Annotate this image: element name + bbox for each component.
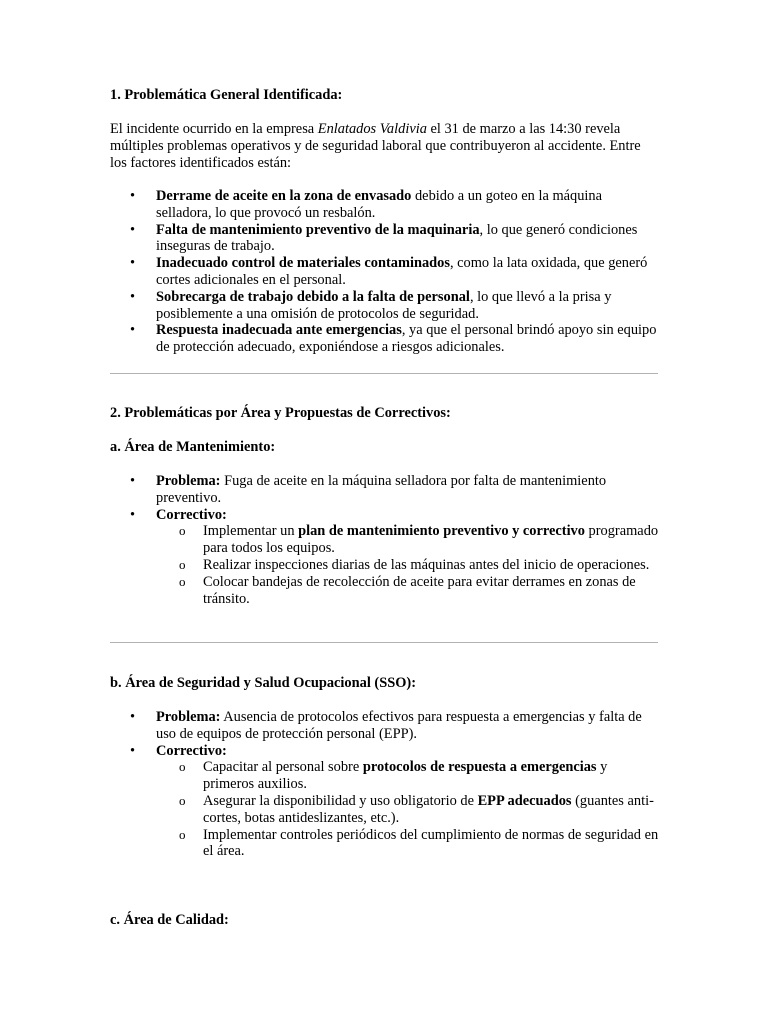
bullet-icon: •: [130, 188, 136, 204]
sub-list-item: o Realizar inspecciones diarias de las máquinas antes del inicio de operaciones.: [179, 556, 650, 573]
sub-list-item: o Implementar un plan de mantenimiento preventivo y correctivo programado para todos los equipos.: [179, 523, 659, 557]
section-1-heading: 1. Problemática General Identificada:: [110, 87, 343, 103]
circle-bullet-icon: o: [179, 792, 186, 808]
area-a-heading: a. Área de Mantenimiento:: [110, 439, 276, 455]
sub-list-item: o Asegurar la disponibilidad y uso obligatorio de EPP adecuados (guantes anti-cortes, botas antideslizantes, etc.).: [179, 792, 654, 826]
bullet-icon: •: [130, 473, 136, 489]
sub-list-item: o Capacitar al personal sobre protocolos de respuesta a emergencias y primeros auxilios.: [179, 759, 608, 793]
list-item: • Falta de mantenimiento preventivo de la maquinaria, lo que generó condiciones inseguras de trabajo.: [130, 221, 638, 255]
area-b-list: [110, 709, 660, 860]
bullet-icon: •: [130, 221, 136, 238]
circle-bullet-icon: o: [179, 826, 186, 842]
bullet-icon: •: [130, 288, 136, 305]
area-c-heading: c. Área de Calidad:: [110, 912, 229, 928]
circle-bullet-icon: o: [179, 523, 186, 539]
bullet-icon: •: [130, 709, 136, 725]
list-item: • Problema: Ausencia de protocolos efectivos para respuesta a emergencias y falta de uso de equipos de protección personal (EPP).: [130, 709, 642, 742]
list-item: • Problema: Fuga de aceite en la máquina selladora por falta de mantenimiento preventivo.: [130, 473, 607, 506]
factors-list: [110, 188, 660, 356]
bullet-icon: •: [130, 255, 136, 272]
list-item: • Respuesta inadecuada ante emergencias, ya que el personal brindó apoyo sin equipo de protección adecuado, exponiéndose a riesgos adicionales.: [130, 322, 657, 356]
intro-text-a: El incidente ocurrido en la empresa: [110, 121, 318, 137]
sub-list-item: o Colocar bandejas de recolección de aceite para evitar derrames en zonas de tránsito.: [179, 573, 636, 607]
company-name: Enlatados Valdivia: [317, 121, 427, 137]
horizontal-rule: [110, 642, 658, 643]
list-item: • Sobrecarga de trabajo debido a la falta de personal, lo que llevó a la prisa y posiblemente a una omisión de protocolos de seguridad.: [130, 288, 612, 322]
list-item: • Inadecuado control de materiales contaminados, como la lata oxidada, que generó cortes adicionales en el personal.: [130, 255, 648, 288]
list-item: • Correctivo: o Capacitar al personal sobre protocolos de respuesta a emergencias y primeros auxilios. o Asegurar la disponibilidad y uso obligatorio de EPP adecuados (guantes anti-cortes, botas antideslizantes, etc.). o Implementar controles periódicos del cumplimiento de normas de seguridad en el área.: [130, 742, 659, 860]
horizontal-rule: [110, 373, 658, 374]
section-2-heading: 2. Problemáticas por Área y Propuestas de Correctivos:: [110, 405, 451, 421]
area-b-heading: b. Área de Seguridad y Salud Ocupacional (SSO):: [110, 675, 416, 691]
bullet-icon: •: [130, 742, 136, 759]
circle-bullet-icon: o: [179, 556, 186, 572]
intro-text-b: el 31 de marzo a las 14:30 revela múltiples problemas operativos y de seguridad laboral que contribuyeron al accidente. Entre los factores identificados están:: [110, 121, 641, 171]
bullet-icon: •: [130, 506, 136, 523]
list-item: • Derrame de aceite en la zona de envasado debido a un goteo en la máquina selladora, lo que provocó un resbalón.: [130, 188, 603, 221]
corrective-sublist: [156, 523, 660, 607]
circle-bullet-icon: o: [179, 573, 186, 589]
circle-bullet-icon: o: [179, 759, 186, 775]
bullet-icon: •: [130, 322, 136, 339]
section-1-intro: [110, 121, 660, 171]
corrective-sublist: [156, 759, 660, 860]
list-item: • Correctivo: o Implementar un plan de mantenimiento preventivo y correctivo programado para todos los equipos. o Realizar inspecciones diarias de las máquinas antes del inicio de operaciones. o Colocar bandejas de recolección de aceite para evitar derrames en zonas de tránsito.: [130, 506, 659, 607]
area-a-list: [110, 473, 660, 607]
sub-list-item: o Implementar controles periódicos del cumplimiento de normas de seguridad en el área.: [179, 826, 659, 860]
